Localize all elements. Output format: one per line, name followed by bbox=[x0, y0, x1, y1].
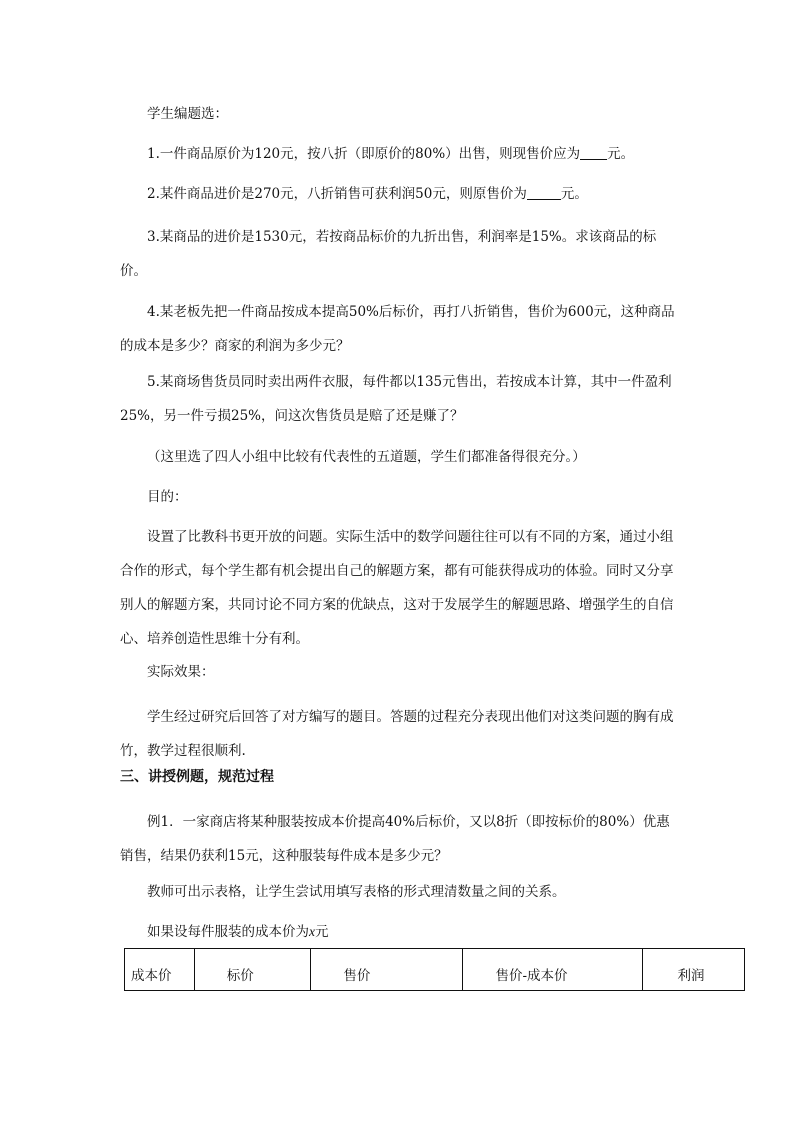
teacher-hint: 教师可出示表格，让学生尝试用填写表格的形式理清数量之间的关系。 bbox=[147, 884, 566, 900]
effect-text: 学生经过研究后回答了对方编写的题目。答题的过程充分表现出他们对这类问题的胸有成竹，教学过程很顺利. bbox=[120, 709, 674, 759]
price-table bbox=[124, 948, 745, 991]
question-1 bbox=[120, 137, 680, 171]
question-1-suffix: 元。 bbox=[607, 146, 635, 162]
table-header-cell: 售价-成本价 bbox=[463, 949, 643, 991]
question-4: 4.某老板先把一件商品按成本提高50%后标价，再打八折销售，售价为600元，这种商品的成本是多少？商家的利润为多少元？ bbox=[120, 304, 675, 354]
question-2 bbox=[120, 177, 680, 211]
question-2-text: 2.某件商品进价是270元，八折销售可获利润50元，则原售价为 bbox=[147, 186, 527, 202]
purpose-text: 设置了比教科书更开放的问题。实际生活中的数学问题往往可以有不同的方案，通过小组合作的形式，每个学生都有机会提出自己的解题方案，都有可能获得成功的体验。同时又分享别人的解题方案，共同讨论不同方案的优缺点，这对于发展学生的解题思路、增强学生的自信心、培养创造性思维十分有利。 bbox=[120, 529, 674, 647]
assumption-suffix: 元 bbox=[315, 924, 329, 940]
question-1-text: 1.一件商品原价为120元，按八折（即原价的80%）出售，则现售价应为 bbox=[147, 146, 581, 162]
table-header-cell: 成本价 bbox=[125, 949, 195, 991]
purpose-label: 目的： bbox=[147, 489, 188, 505]
answer-blank-1 bbox=[580, 145, 607, 160]
section-heading: 三、讲授例题，规范过程 bbox=[120, 769, 274, 785]
answer-blank-2 bbox=[527, 185, 561, 200]
table-header-cell: 售价 bbox=[311, 949, 463, 991]
question-3: 3.某商品的进价是1530元，若按商品标价的九折出售，利润率是15%。求该商品的标价。 bbox=[120, 229, 657, 279]
effect-label: 实际效果： bbox=[147, 664, 215, 680]
example-1: 例1．一家商店将某种服装按成本价提高40%后标价，又以8折（即按标价的80%）优惠销售，结果仍获利15元，这种服装每件成本是多少元？ bbox=[120, 814, 670, 864]
table-header-row bbox=[125, 949, 745, 991]
variable-x: x bbox=[309, 924, 315, 939]
assumption-text: 如果设每件服装的成本价为 bbox=[147, 924, 309, 940]
question-5: 5.某商场售货员同时卖出两件衣服，每件都以135元售出，若按成本计算，其中一件盈利25%，另一件亏损25%，问这次售货员是赔了还是赚了？ bbox=[120, 374, 672, 424]
selection-note: （这里选了四人小组中比较有代表性的五道题，学生们都准备得很充分。） bbox=[147, 449, 586, 465]
table-header-cell: 标价 bbox=[194, 949, 311, 991]
question-2-suffix: 元。 bbox=[560, 186, 588, 202]
table-header-cell: 利润 bbox=[643, 949, 745, 991]
assumption-line bbox=[120, 915, 680, 949]
student-questions-label: 学生编题选： bbox=[147, 106, 228, 122]
